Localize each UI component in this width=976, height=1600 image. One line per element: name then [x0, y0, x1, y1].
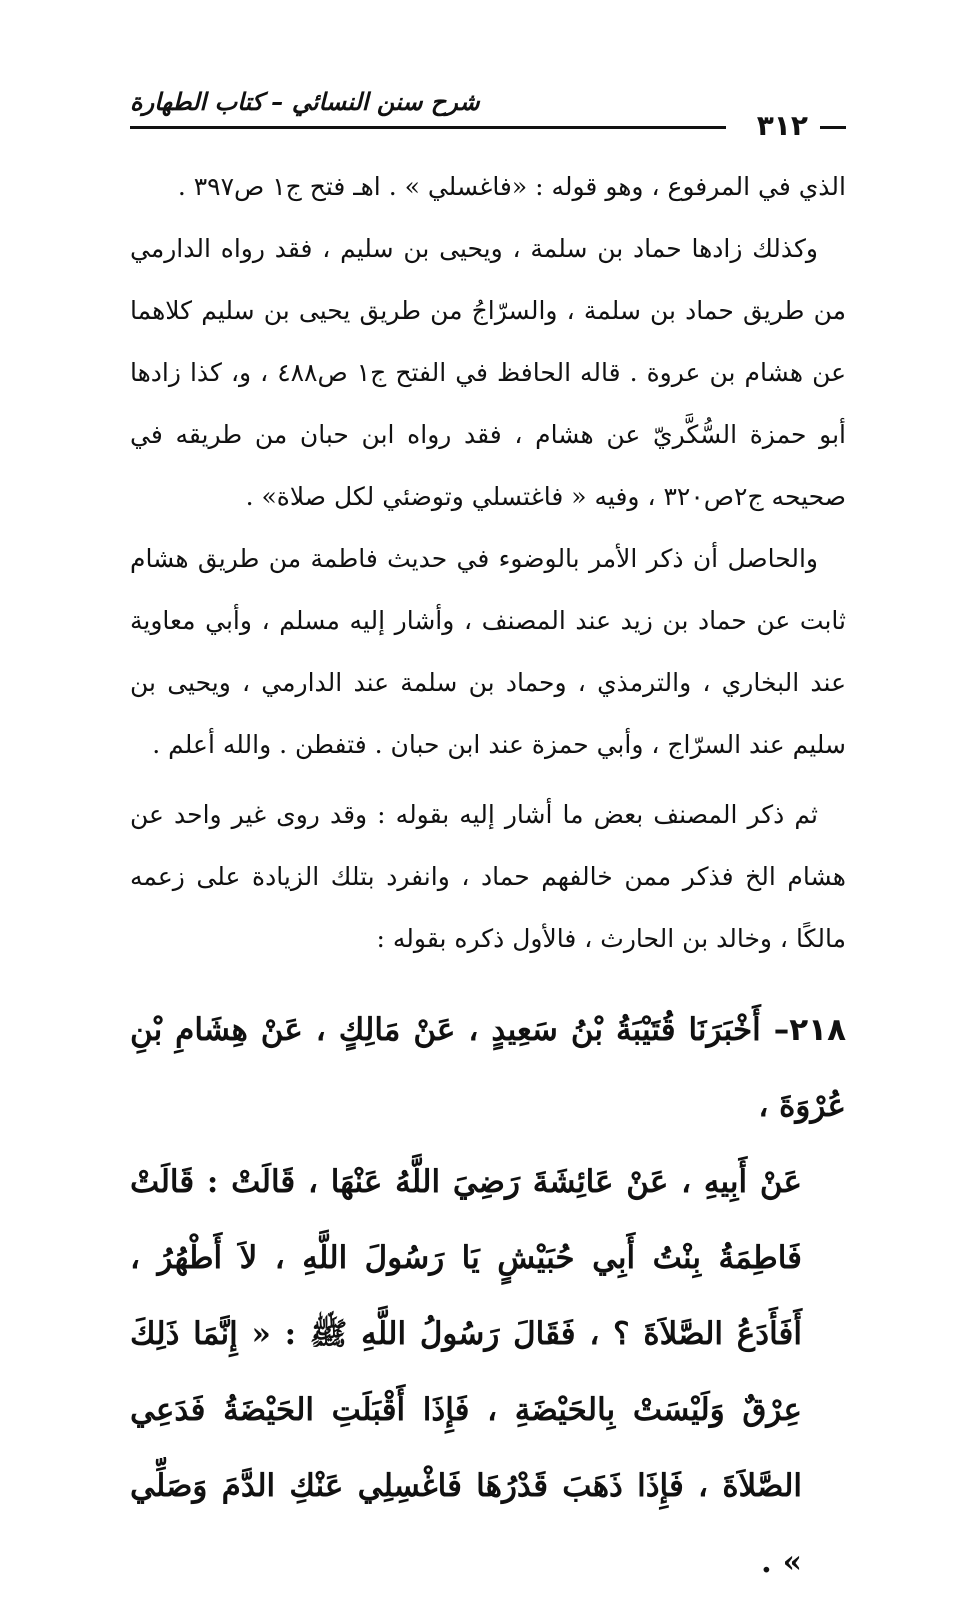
hadith-isnad: أَخْبَرَنَا قُتَيْبَةُ بْنُ سَعِيدٍ ، عَنْ مَالِكٍ ، عَنْ هِشَامِ بْنِ عُرْوَةَ ، — [130, 1012, 846, 1124]
book-page — [130, 78, 847, 1580]
hadith-first-line — [130, 992, 846, 1144]
page-header — [130, 78, 846, 148]
hadith-block — [130, 992, 846, 1600]
commentary-text — [130, 156, 846, 970]
header-rule — [130, 126, 726, 129]
paragraph: ثم ذكر المصنف بعض ما أشار إليه بقوله : وقد روى غير واحد عن هشام الخ فذكر ممن خالفهم حماد ، وانفرد بتلك الزيادة على زعمه مالكًا ، وخالد بن الحارث ، فالأول ذكره بقوله : — [130, 800, 846, 953]
paragraph: وكذلك زادها حماد بن سلمة ، ويحيى بن سليم ، فقد رواه الدارمي من طريق حماد بن سلمة ، والسرّاجُ من طريق يحيى بن سليم كلاهما عن هشام بن عروة . قاله الحافظ في الفتح ج١ ص٤٨٨ ، و، كذا زادها أبو حمزة السُّكَّريّ عن هشام ، فقد رواه ابن حبان من طريقه في صحيحه ج٢ص٣٢٠ ، وفيه « فاغتسلي وتوضئي لكل صلاة» . — [130, 234, 847, 511]
paragraph: الذي في المرفوع ، وهو قوله : «فاغسلي » . اهـ فتح ج١ ص٣٩٧ . — [177, 172, 846, 201]
hadith-matn: عَنْ أَبِيهِ ، عَنْ عَائِشَةَ رَضِيَ اللَّهُ عَنْهَا ، قَالَتْ : قَالَتْ فَاطِمَةُ بِنْتُ أَبِي حُبَيْشٍ يَا رَسُولَ اللَّهِ ، لاَ أَطْهُرُ ، أَفَأَدَعُ الصَّلاَةَ ؟ ، فَقَالَ رَسُولُ اللَّهِ ﷺ : « إِنَّمَا ذَلِكَ عِرْقٌ وَلَيْسَتْ بِالحَيْضَةِ ، فَإِذَا أَقْبَلَتِ الحَيْضَةُ فَدَعِي الصَّلاَةَ ، فَإِذَا ذَهَبَ قَدْرُهَا فَاغْسِلِي عَنْكِ الدَّمَ وَصَلِّي » . — [130, 1164, 802, 1580]
hadith-number: ٢١٨– — [773, 1012, 846, 1048]
running-title: شرح سنن النسائي – كتاب الطهارة — [130, 88, 480, 116]
paragraph: والحاصل أن ذكر الأمر بالوضوء في حديث فاطمة من طريق هشام ثابت عن حماد بن زيد عند المصنف ، وأشار إليه مسلم ، وأبي معاوية عند البخاري ، والترمذي ، وحماد بن سلمة عند الدارمي ، ويحيى بن سليم عند السرّاج ، وأبي حمزة عند ابن حبان . فتفطن . والله أعلم . — [130, 544, 846, 759]
page-number: ٣١٢ — [749, 111, 816, 141]
